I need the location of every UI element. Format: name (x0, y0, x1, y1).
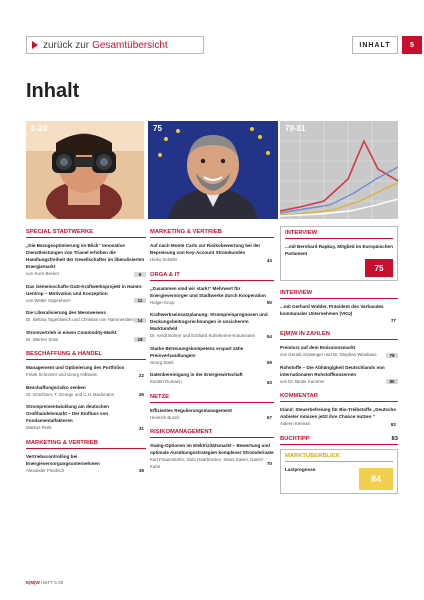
toc-column-middle (150, 226, 274, 475)
toc-column-right (280, 226, 398, 494)
section-heading: ORGA & IT (150, 269, 274, 281)
footer-brand: E|M|W (26, 580, 40, 585)
toc-entry[interactable] (26, 329, 146, 344)
photo-binoculars[interactable] (26, 121, 144, 219)
entry-title: Preisturz auf dem Emissionsmarkt (280, 345, 356, 350)
toc-entry[interactable] (150, 285, 274, 307)
section-tab: INHALT (352, 36, 398, 54)
toc-entry[interactable] (150, 311, 274, 340)
entry-author: von Walter Oppenheim (26, 297, 71, 303)
entry-page: 31 (138, 425, 144, 431)
entry-page-badge: 84 (359, 468, 393, 490)
entry-page: 14 (134, 318, 146, 323)
toc-column-left (26, 226, 146, 479)
footer-issue: HEFT 5.05 (41, 580, 64, 585)
entry-title: Vertriebscontrolling bei Energieversorgungsunternehmen (26, 453, 100, 466)
toc-entry[interactable] (285, 466, 393, 490)
entry-title: Die Liberalisierung des Messwesens (26, 310, 106, 315)
section-heading: INTERVIEW (285, 227, 393, 239)
entry-page: 77 (390, 318, 396, 323)
toc-entry[interactable] (26, 453, 146, 475)
entry-title: Beschaffungsrisiko senken (26, 384, 86, 390)
marktueberblick-box[interactable] (280, 449, 398, 494)
section-heading: KOMMENTAR (280, 390, 398, 402)
arrow-right-icon (32, 41, 38, 49)
entry-page: 22 (138, 372, 144, 378)
entry-page: 44 (266, 257, 272, 263)
toc-entry[interactable] (26, 364, 146, 379)
entry-title: Strompreisentwicklung am deutschen Großhandelsmarkt – Der Einfluss von Fundamentalfaktoren (26, 404, 109, 423)
entry-author: Heiko Schäfer (150, 257, 178, 262)
toc-entry[interactable] (150, 371, 274, 386)
entry-title: Datenbereinigung in der Energiewirtschaft (150, 372, 243, 377)
toc-entry[interactable] (26, 283, 146, 305)
entry-page: 6 (134, 272, 146, 277)
toc-entry[interactable] (280, 406, 398, 428)
entry-page: 26 (138, 392, 144, 398)
toc-entry[interactable] (26, 403, 146, 432)
entry-page: 11 (134, 298, 146, 303)
toc-entry[interactable] (285, 243, 393, 277)
entry-author: Dr. Bettina Tagenbleich und Christian von Hammerstein (26, 317, 134, 322)
back-link-prefix: zurück zur (43, 39, 90, 51)
section-heading: NETZE (150, 391, 274, 403)
page-title: Inhalt (26, 80, 80, 102)
entry-author: Karl Frauendorfer, Gido Haarbrücker, Klaus Kaiser, Daniel Kuhn (150, 457, 263, 469)
entry-author: von Gerald Atzwanger und Dr. Stephan Weinkaus (280, 352, 377, 357)
entry-page: 38 (138, 468, 144, 474)
photo-line-chart[interactable] (280, 121, 398, 219)
entry-title: Lastprognose (285, 466, 316, 472)
page-footer (26, 580, 63, 585)
section-heading: MARKTÜBERBLICK (285, 450, 393, 462)
binoculars-illustration (26, 121, 144, 219)
entry-title: „Die Bezugsoptimierung im Blick“ Innovative Dienstleistungen von Trianel erhöhen die Handlungsfreiheit der Gesellschafter im liberalisierten Energiemarkt (26, 243, 145, 269)
entry-title: Kraftwerkseinsatzplanung: Strompreisprognosen und Deckungsbeitragsrechnungen in unsicherem Marktumfeld (150, 312, 268, 331)
back-link-label: Gesamtübersicht (92, 39, 168, 51)
entry-author: Georg Stark (150, 359, 174, 365)
toc-entry[interactable] (26, 242, 146, 278)
entry-title: Management und Optimierung des Portfolios (26, 365, 125, 370)
entry-page: 80 (386, 379, 398, 384)
entry-author: von Sven Becker (26, 271, 60, 276)
entry-title: Das Gemeinschafts-GuD-Kraftwerksprojekt in Hamm-Uentrop – Motivation und Konzeption (26, 283, 143, 296)
top-bar (26, 36, 414, 54)
toc-entry[interactable] (26, 309, 146, 324)
entry-page: 82 (390, 421, 396, 427)
photo-page-label: 6-20 (31, 124, 48, 133)
photo-page-label: 79-81 (285, 124, 306, 133)
section-heading: INTERVIEW (280, 287, 398, 299)
entry-title: Irland: Steuerbefreiung für Bio-Treibstoffe „Deutsche Anbieter müssen jetzt ihre Chance nutzen “ (280, 407, 396, 419)
photo-portrait[interactable] (148, 121, 278, 219)
interview-box[interactable] (280, 226, 398, 281)
entry-page: 63 (266, 379, 272, 385)
entry-page: 83 (391, 435, 398, 442)
entry-author: Kerstin Oumann (150, 379, 182, 384)
entry-author: Dr. Arndt Bohrer und Eckhard Kuhnhenne-Krausmann (150, 333, 255, 338)
entry-title: Swing-Optionen im Elektrizitätsmarkt – Bewertung und optimale Ausübungsstrategien komplexer Stromderivate (150, 443, 274, 455)
entry-title: ...mit Bernhard Rapkay, Mitglied im Europäischen Parlament (285, 244, 393, 256)
portrait-illustration (148, 121, 278, 219)
toc-entry[interactable] (280, 364, 398, 386)
entry-page: 54 (266, 333, 272, 339)
entry-page: 79 (386, 353, 398, 358)
toc-entry[interactable] (280, 303, 398, 323)
chart-illustration (280, 121, 398, 219)
entry-title: Effizientes Regulierungsmanagement (150, 407, 232, 413)
toc-entry[interactable] (150, 442, 274, 470)
entry-title: Auf nach Monte Carlo zur Risikobewertung bei der Bepreisung von Key-Account Stromkunden (150, 243, 261, 255)
entry-author: Frank Schreiner und Georg Hillmann (26, 372, 98, 377)
entry-title: Rohstoffe – Die Abhängigkeit Deutschlands von internationalen Rohstoffkonzernen (280, 364, 385, 377)
buchtipp-label: BUCHTIPP (280, 435, 310, 442)
entry-author: Heinrich Busch (150, 414, 180, 420)
entry-title: Stromvertrieb in einem Commodity-Markt (26, 329, 117, 335)
section-heading: RISIKOMANAGEMENT (150, 426, 274, 438)
entry-page: 50 (266, 300, 272, 306)
section-heading: MARKETING & VERTRIEB (26, 437, 146, 449)
entry-author: Dr. Werner Süss (26, 336, 59, 342)
section-heading: SPECIAL STADTWERKE (26, 226, 146, 238)
page-number: 5 (402, 36, 422, 54)
entry-author: St. Grüchtner, T. George und C.H. Backmann (26, 391, 115, 397)
toc-entry[interactable] (26, 384, 146, 399)
toc-entry[interactable] (150, 345, 274, 367)
section-heading: E|M|W IN ZAHLEN (280, 328, 398, 340)
entry-page: 67 (266, 415, 272, 421)
section-heading[interactable] (280, 433, 398, 445)
entry-author: von Dr. Beate Kummer (280, 378, 325, 384)
entry-page: 18 (134, 337, 146, 342)
entry-page-badge: 75 (365, 259, 393, 277)
toc-entry[interactable] (150, 242, 274, 264)
toc-entry[interactable] (280, 344, 398, 359)
entry-title: „Zusammen sind wir stark!“ Mehrwert für Energieversorger und Stadtwerke durch Kooperation (150, 285, 266, 298)
section-heading: BESCHAFFUNG & HANDEL (26, 348, 146, 360)
entry-page: 70 (266, 461, 272, 466)
photo-page-label: 75 (153, 124, 162, 133)
entry-page: 59 (266, 360, 272, 366)
toc-entry[interactable] (150, 407, 274, 422)
entry-title: Starke Betreuungskompetenz erspart zähe Preisverhandlungen! (150, 345, 244, 358)
entry-author: Alexander Friedrich (26, 467, 65, 473)
entry-author: Markus Peek (26, 425, 52, 430)
entry-author: Holger Knop (150, 299, 175, 305)
entry-title: ...mit Gerhard Widder, Präsident des Verbandes kommunaler Unternehmen (VKU) (280, 304, 384, 316)
section-heading: MARKETING & VERTRIEB (150, 226, 274, 238)
back-to-overview-link[interactable] (26, 36, 204, 54)
entry-author: Aideen Keenan (280, 421, 311, 426)
